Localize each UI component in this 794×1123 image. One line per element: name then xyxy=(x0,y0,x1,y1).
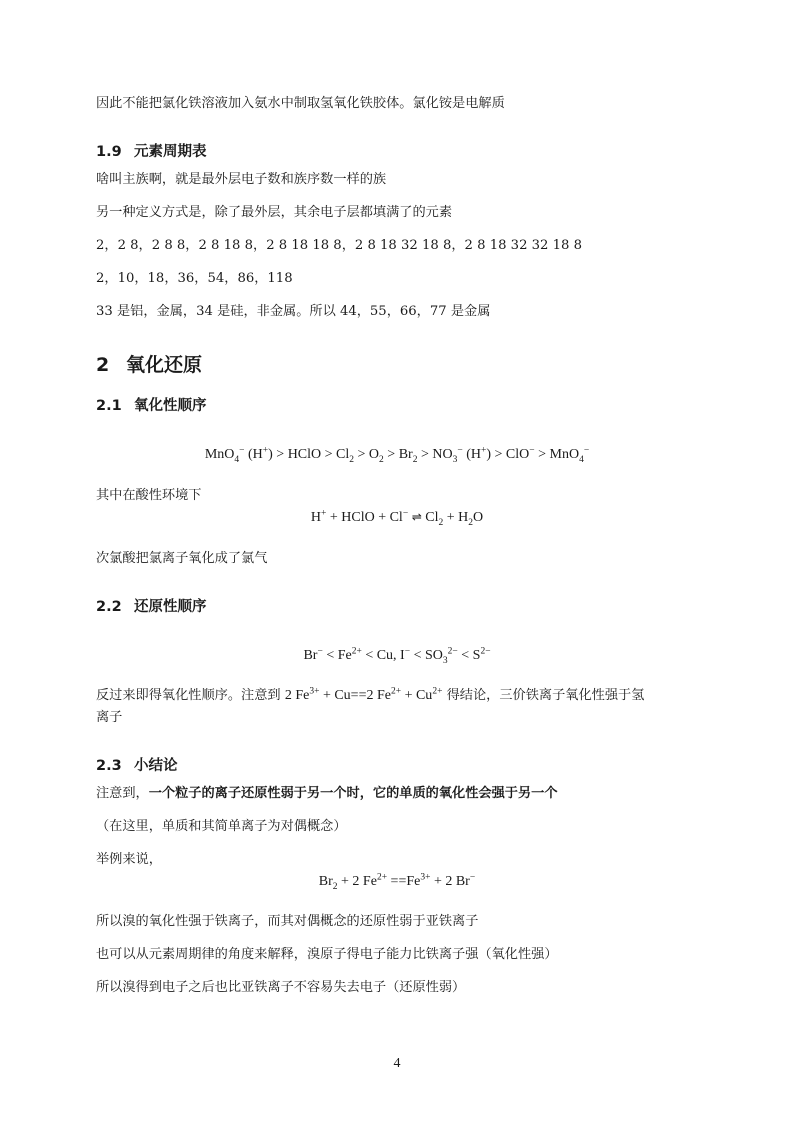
section-title: 小结论 xyxy=(134,758,178,774)
text-fragment: 注意到， xyxy=(96,786,149,801)
text-line: 2，10，18，36，54，86，118 xyxy=(96,271,293,286)
section-number: 2.2 xyxy=(96,599,122,615)
text-line: 举例来说， xyxy=(96,852,162,867)
text-fragment: 反过来即得氧化性顺序。注意到 xyxy=(96,688,281,703)
section-number: 1.9 xyxy=(96,144,122,160)
text-line: 所以溴的氧化性强于铁离子，而其对偶概念的还原性弱于亚铁离子 xyxy=(96,914,479,929)
oxidizing-order-equation: MnO$_4$− (H+) > HClO > $Cl_2 > O_2 > Br_2 > NO_3^-$ (H+) > ClO− > MnO$_4$− xyxy=(204,445,590,465)
section-number: 2.3 xyxy=(96,758,122,774)
section-1-9-heading xyxy=(96,140,207,161)
text-line: 33 是铝，金属，34 是硅，非金属。所以 44，55，66，77 是金属 xyxy=(96,304,491,319)
text-line: （在这里，单质和其简单离子为对偶概念） xyxy=(96,819,347,834)
chapter-title: 氧化还原 xyxy=(126,354,203,376)
intro-paragraph: 因此不能把氯化铁溶液加入氨水中制取氢氧化铁胶体。氯化铵是电解质 xyxy=(96,96,505,111)
chapter-number: 2 xyxy=(96,354,110,376)
text-line: 2，2 8，2 8 8，2 8 18 8，2 8 18 18 8，2 8 18 32 18 8，2 8 18 32 32 18 8 xyxy=(96,238,582,253)
text-line: 啥叫主族啊，就是最外层电子数和族序数一样的族 xyxy=(96,172,387,187)
text-line xyxy=(96,786,558,802)
chapter-2-heading xyxy=(96,350,202,377)
hclo-equation: H+ + HClO + Cl− ⇌ $Cl_2 + H_2O$ xyxy=(310,508,484,528)
text-line: 也可以从元素周期律的角度来解释，溴原子得电子能力比铁离子强（氧化性强） xyxy=(96,947,558,962)
section-title: 元素周期表 xyxy=(134,144,207,160)
text-line: 另一种定义方式是，除了最外层，其余电子层都填满了的元素 xyxy=(96,205,453,220)
bold-conclusion: 一个粒子的离子还原性弱于另一个时，它的单质的氧化性会强于另一个 xyxy=(148,786,558,801)
text-line xyxy=(96,688,644,705)
section-number: 2.1 xyxy=(96,398,122,414)
reducing-order-equation: $Br^- < Fe^{2+} < Cu$, $I^- < SO_3^{2-} < S^{2-}$ xyxy=(303,646,491,666)
section-2-3-heading xyxy=(96,754,178,775)
bromine-iron-equation: $Br_2 + 2$ $Fe^{2+} ==Fe^{3+} + 2$ Br− xyxy=(318,872,476,892)
text-line: 其中在酸性环境下 xyxy=(96,488,202,503)
section-2-1-heading xyxy=(96,394,207,415)
inline-equation: 2 $Fe^{3+} + Cu==2$ $Fe^{2+} + Cu^{2+}$ xyxy=(284,686,443,703)
text-line: 所以溴得到电子之后也比亚铁离子不容易失去电子（还原性弱） xyxy=(96,980,466,995)
text-fragment: 得结论，三价铁离子氧化性强于氢 xyxy=(446,688,645,703)
page-number: 4 xyxy=(393,1056,401,1071)
section-title: 还原性顺序 xyxy=(134,599,207,615)
text-line: 离子 xyxy=(96,710,123,725)
text-line: 次氯酸把氯离子氧化成了氯气 xyxy=(96,551,268,566)
section-title: 氧化性顺序 xyxy=(134,398,207,414)
section-2-2-heading xyxy=(96,595,207,616)
